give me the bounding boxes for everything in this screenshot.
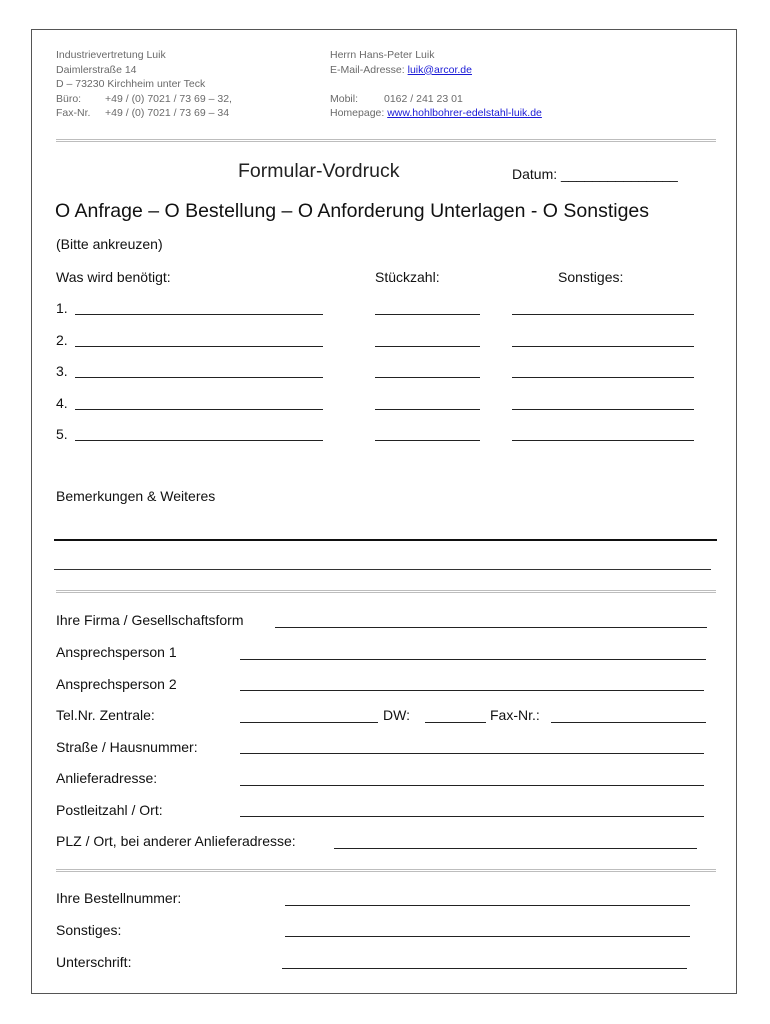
company-street: Daimlerstraße 14 [56, 63, 137, 76]
item-desc-field[interactable] [75, 346, 323, 347]
separator [56, 869, 716, 872]
mobile-label: Mobil: [330, 92, 359, 105]
request-type-options[interactable]: O Anfrage – O Bestellung – O Anforderung Unterlagen - O Sonstiges [55, 200, 650, 222]
item-desc-field[interactable] [75, 314, 323, 315]
phone-label: Tel.Nr. Zentrale: [56, 707, 155, 723]
office-phone-label: Büro: [56, 92, 82, 105]
remarks-line-2[interactable] [54, 569, 711, 570]
office-phone-value: +49 / (0) 7021 / 73 69 – 32, [105, 92, 232, 105]
homepage-link[interactable]: www.hohlbohrer-edelstahl-luik.de [387, 107, 542, 119]
item-qty-field[interactable] [375, 409, 480, 410]
item-number: 1. [56, 300, 68, 316]
delivery-address-field[interactable] [240, 785, 704, 786]
item-number: 4. [56, 395, 68, 411]
delivery-zip-field[interactable] [334, 848, 697, 849]
contact-block [330, 48, 542, 121]
item-other-field[interactable] [512, 314, 694, 315]
email-label: E-Mail-Adresse: [330, 63, 405, 76]
col-header-what: Was wird benötigt: [56, 269, 171, 285]
email-link[interactable]: luik@arcor.de [407, 63, 472, 76]
zip-city-label: Postleitzahl / Ort: [56, 802, 163, 818]
office-fax-label: Fax-Nr. [56, 107, 91, 119]
office-fax [56, 106, 232, 121]
delivery-address-label: Anlieferadresse: [56, 770, 158, 786]
signature-field[interactable] [282, 968, 687, 969]
zip-city-field[interactable] [240, 816, 704, 817]
item-qty-field[interactable] [375, 377, 480, 378]
item-other-field[interactable] [512, 409, 694, 410]
delivery-zip-label: PLZ / Ort, bei anderer Anlieferadresse: [56, 833, 296, 849]
separator [56, 139, 716, 142]
item-qty-field[interactable] [375, 346, 480, 347]
check-hint: (Bitte ankreuzen) [56, 236, 163, 252]
street-field[interactable] [240, 753, 704, 754]
item-desc-field[interactable] [75, 409, 323, 410]
contact1-field[interactable] [240, 659, 706, 660]
col-header-qty: Stückzahl: [375, 269, 440, 285]
contact-homepage [330, 106, 542, 121]
misc-label: Sonstiges: [56, 922, 122, 938]
order-number-label: Ihre Bestellnummer: [56, 890, 182, 906]
order-number-field[interactable] [285, 905, 690, 906]
item-number: 2. [56, 332, 68, 348]
item-desc-field[interactable] [75, 377, 323, 378]
signature-label: Unterschrift: [56, 954, 132, 970]
sender-block [56, 48, 232, 121]
date-field[interactable]: Datum: _______________ [512, 166, 678, 182]
extension-label: DW: [383, 707, 410, 723]
item-qty-field[interactable] [375, 314, 480, 315]
col-header-other: Sonstiges: [558, 269, 624, 285]
item-qty-field[interactable] [375, 440, 480, 441]
phone-field[interactable] [240, 722, 378, 723]
extension-field[interactable] [425, 722, 486, 723]
misc-field[interactable] [285, 936, 690, 937]
remarks-line-1[interactable] [54, 539, 717, 541]
form-title: Formular-Vordruck [238, 160, 400, 182]
contact2-field[interactable] [240, 690, 704, 691]
item-other-field[interactable] [512, 346, 694, 347]
homepage-label: Homepage: [330, 107, 385, 119]
fax-label: Fax-Nr.: [490, 707, 540, 723]
contact-mobile [330, 92, 542, 107]
office-phone [56, 92, 232, 107]
item-number: 5. [56, 426, 68, 442]
item-other-field[interactable] [512, 377, 694, 378]
company-city: D – 73230 Kirchheim unter Teck [56, 78, 206, 90]
street-label: Straße / Hausnummer: [56, 739, 198, 755]
fax-field[interactable] [551, 722, 706, 723]
item-number: 3. [56, 363, 68, 379]
contact2-label: Ansprechsperson 2 [56, 676, 177, 692]
company-field[interactable] [275, 627, 707, 628]
office-fax-value: +49 / (0) 7021 / 73 69 – 34 [105, 107, 230, 119]
contact1-label: Ansprechsperson 1 [56, 644, 177, 660]
contact-name: Herrn Hans-Peter Luik [330, 49, 435, 61]
mobile-value: 0162 / 241 23 01 [384, 92, 463, 105]
item-other-field[interactable] [512, 440, 694, 441]
contact-email [330, 63, 542, 78]
separator [56, 590, 716, 593]
item-desc-field[interactable] [75, 440, 323, 441]
company-name: Industrievertretung Luik [56, 49, 166, 61]
remarks-label: Bemerkungen & Weiteres [56, 488, 216, 504]
company-label: Ihre Firma / Gesellschaftsform [56, 612, 244, 628]
